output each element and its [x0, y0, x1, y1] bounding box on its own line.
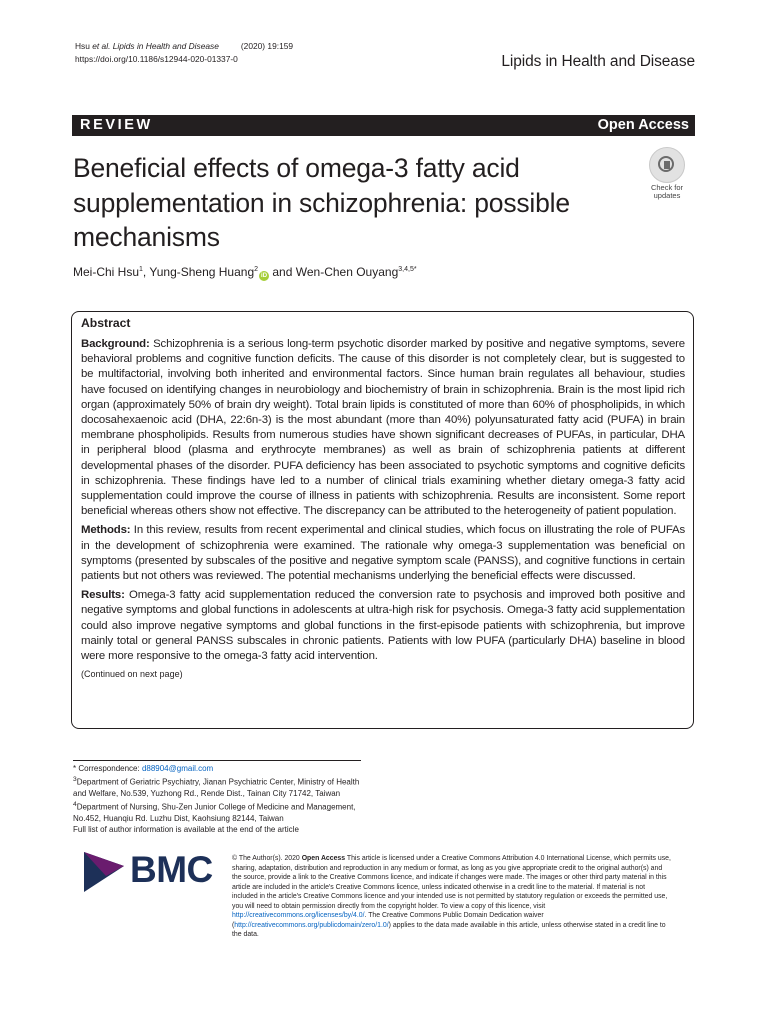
section-text: Omega-3 fatty acid supplementation reduced the conversion rate to psychosis and improved both positive and negative symptoms and global functions in adolescents at ultra-high risk for psychosis. Omega-3 fatty acid supplementation could also improve negative symptoms and global functions in the first-episode patients with schizophrenia, but improve mainly total or general PANSS subscales in chronic patients. Patients with low PUFA (particularly DHA) baseline in blood were more responsive to the omega-3 fatty acid intervention.	[81, 589, 685, 663]
cc-by-link[interactable]: http://creativecommons.org/licenses/by/4.0/	[232, 912, 365, 919]
footnote-divider	[73, 760, 361, 761]
doi-link[interactable]: https://doi.org/10.1186/s12944-020-01337-0	[75, 54, 238, 64]
citation-authors: Hsu	[75, 41, 93, 51]
citation-year: (2020) 19:159	[240, 41, 294, 51]
orcid-icon[interactable]: iD	[261, 273, 268, 279]
journal-name: Lipids in Health and Disease	[501, 53, 695, 70]
copyright-text: © The Author(s). 2020	[232, 855, 302, 862]
section-text: In this review, results from recent experimental and clinical studies, which focus on illustrating the role of PUFAs in the development of schizophrenia were examined. The rationale why omega-3 supplementation was beneficial on symptoms (presented by subscales of the positive and negative symptom scale (PANSS), and cognitive functions in certain patients but not others was reviewed. The potential mechanisms underlying the beneficial effects were discussed.	[81, 524, 685, 583]
affiliation-mark: 4	[73, 801, 77, 809]
section-label: Results:	[81, 589, 125, 602]
affiliation-4	[73, 799, 373, 824]
affiliation-text: Department of Geriatric Psychiatry, Jianan Psychiatric Center, Ministry of Health and Welfare, No.539, Yuzhong Rd., Rende Dist., Tainan City 71742, Taiwan	[73, 777, 360, 799]
article-title: Beneficial effects of omega-3 fatty acid supplementation in schizophrenia: possible mechanisms	[73, 153, 570, 252]
correspondence-email[interactable]: d88904@gmail.com	[141, 764, 214, 773]
abstract-heading: Abstract	[81, 316, 131, 330]
footnotes	[73, 760, 373, 836]
author-affiliation: 3,4,5*	[398, 266, 417, 273]
abstract-background	[81, 337, 685, 519]
article-type: REVIEW	[80, 117, 153, 133]
author-separator: and	[269, 265, 296, 279]
affiliation-3	[73, 774, 373, 799]
author-name: Wen-Chen Ouyang	[295, 265, 399, 279]
check-for-updates-badge[interactable]	[642, 147, 692, 201]
license-statement	[232, 854, 672, 940]
bmc-logo-icon	[84, 852, 124, 892]
bmc-logo	[84, 849, 220, 892]
author-list	[73, 265, 417, 281]
citation-line	[75, 40, 293, 53]
abstract-box	[71, 311, 694, 729]
correspondence	[73, 763, 373, 774]
license-text: This article is licensed under a Creative Commons Attribution 4.0 International License, which permits use, sharing, adaptation, distribution and reproduction in any medium or format, as long as you give appropriate credit to the original author(s) and the source, provide a link to the Creative Commons licence, and indicate if changes were made. The images or other third party material in this article are included in the article's Creative Commons licence, unless indicated otherwise in a credit line to the material. If material is not included in the article's Creative Commons licence and your intended use is not permitted by statutory regulation or exceeds the permitted use, you will need to obtain permission directly from the copyright holder. To view a copy of this licence, visit	[232, 855, 671, 910]
author-separator: ,	[142, 265, 150, 279]
section-label: Methods:	[81, 524, 131, 537]
license-oa-label: Open Access	[301, 855, 346, 862]
cc-zero-link[interactable]: http://creativecommons.org/publicdomain/zero/1.0/	[234, 921, 389, 929]
author-affiliation: 2	[254, 266, 259, 273]
affiliation-text: Department of Nursing, Shu-Zen Junior College of Medicine and Management, No.452, Huanqiu Rd. Luzhu Dist, Kaohsiung 82144, Taiwan	[73, 802, 356, 824]
running-header	[75, 40, 293, 66]
section-text: Schizophrenia is a serious long-term psychotic disorder marked by positive and negative symptoms, severe behavioral problems and cognitive function deficits. The cause of this disorder is not completely clear, but is suggested to be multifactorial, involving both inherited and environmental factors. Since human brain regulates all behaviour, studies have focused on identifying changes in neurobiology and biochemistry of brain in schizophrenia. Brain is the most lipid rich organ (approximately 50% of brain dry weight). Total brain lipids is constituted of more than 60% of phospholipids, in which docosahexaenoic acid (DHA, 22:6n-3) is the most abundant (more than 40%) polyunsaturated fatty acid (PUFA) in brain membrane phospholipids. Results from numerous studies have shown significant decreases of PUFAs, in particular, DHA in peripheral blood (plasma and erythrocyte membranes) as well as brain of schizophrenia patients at different developmental phases of the disorder. PUFA deficiency has been associated to psychotic symptoms and cognitive deficits in schizophrenia. These findings have led to a number of clinical trials examining whether dietary omega-3 fatty acid supplementation could improve the course of illness in patients with schizophrenia. Results are inconsistent. Some report beneficial whereas others show not effective. The discrepancy can be attributed to the heterogeneity of patient population.	[81, 338, 685, 518]
license-text: ) applies to the data made available in this article, unless otherwise stated in a credit line to the data.	[232, 921, 666, 938]
citation-etal: et al.	[92, 41, 111, 51]
abstract-results	[81, 588, 685, 664]
author-name: Mei-Chi Hsu	[73, 265, 140, 279]
author-name: Yung-Sheng Huang	[149, 265, 255, 279]
open-access-label: Open Access	[597, 117, 689, 133]
full-author-info-note: Full list of author information is available at the end of the article	[73, 825, 299, 835]
article-type-bar	[72, 115, 695, 136]
citation-journal: Lipids in Health and Disease	[110, 41, 219, 51]
continued-note: (Continued on next page)	[81, 669, 183, 680]
license-text: . The Creative Commons Public Domain Dedication waiver (	[232, 912, 544, 929]
correspondence-label: * Correspondence:	[73, 764, 142, 773]
abstract-methods	[81, 523, 685, 584]
section-label: Background:	[81, 338, 150, 350]
check-updates-label: Check for updates	[650, 183, 684, 200]
bmc-logo-text: BMC	[130, 849, 213, 890]
check-updates-icon	[649, 147, 685, 183]
affiliation-mark: 3	[73, 776, 77, 784]
author-affiliation: 1	[139, 266, 143, 273]
